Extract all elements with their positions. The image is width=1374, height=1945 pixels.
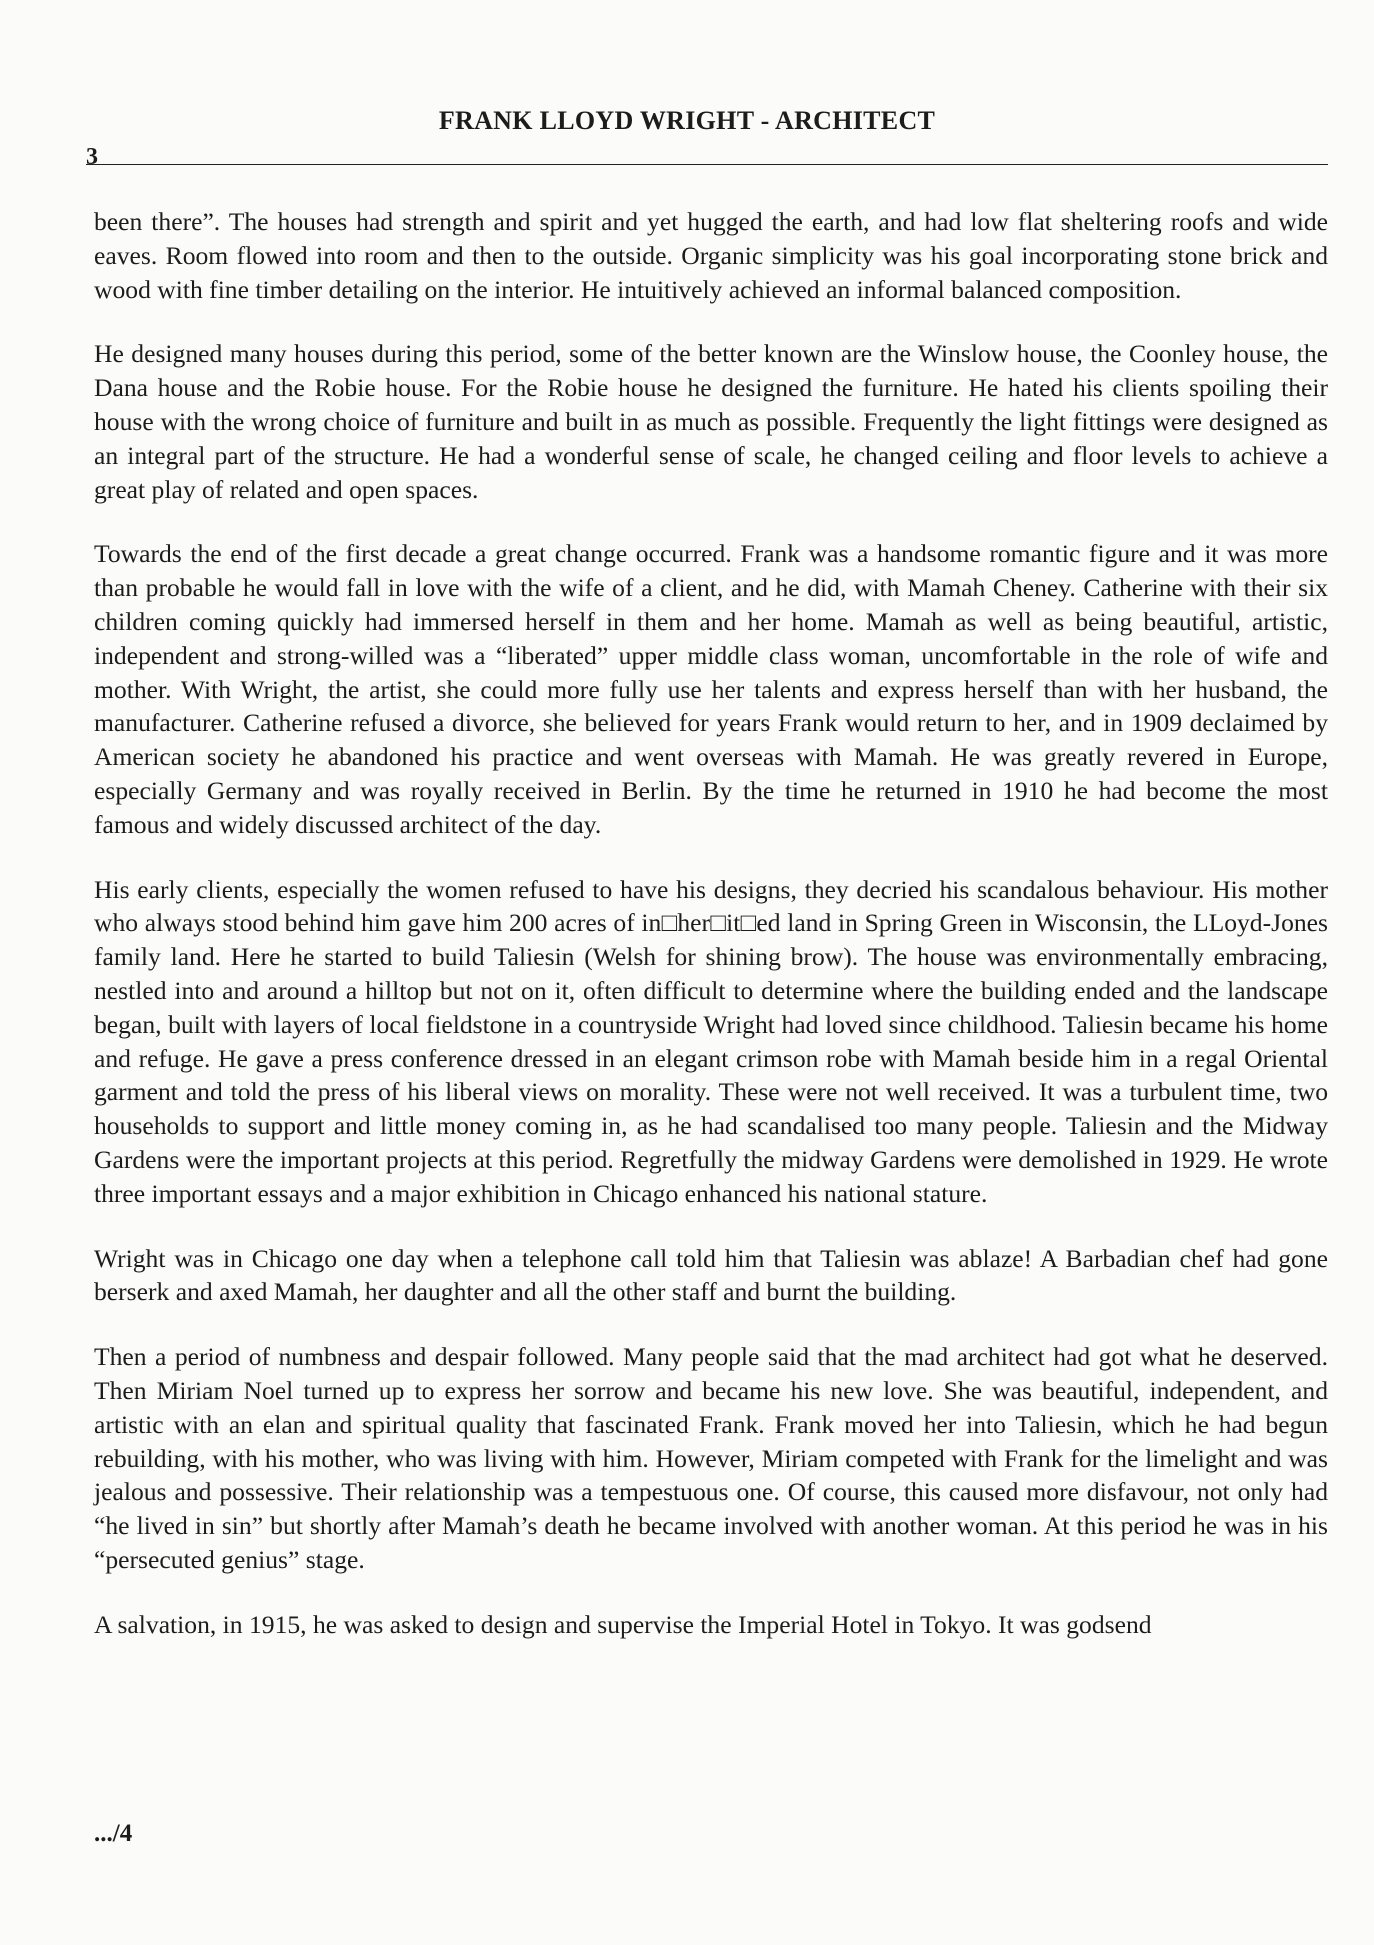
page-title: FRANK LLOYD WRIGHT - ARCHITECT (438, 106, 936, 135)
paragraph: His early clients, especially the women refused to have his designs, they decried his scandalous behaviour. His mother who always stood behind him gave him 200 acres of in□her□it□ed land in Spring Green in Wisconsin, the LLoyd-Jones family land. Here he started to build Taliesin (Welsh for shining brow). The house was environmentally embracing, nestled into and around a hilltop but not on it, often difficult to determine where the building ended and the landscape began, built with layers of local fieldstone in a countryside Wright had loved since childhood. Taliesin became his home and refuge. He gave a press conference dressed in an elegant crimson robe with Mamah beside him in a regal Oriental garment and told the press of his liberal views on morality. These were not well received. It was a turbulent time, two households to support and little money coming in, as he had scandalised too many people. Taliesin and the Midway Gardens were the important projects at this period. Regretfully the midway Gardens were demolished in 1929. He wrote three important essays and a major exhibition in Chicago enhanced his national stature. (94, 874, 1328, 1208)
header-rule (86, 164, 1328, 165)
continued-marker: .../4 (94, 1820, 133, 1847)
paragraph: Towards the end of the first decade a great change occurred. Frank was a handsome romantic figure and it was more than probable he would fall in love with the wife of a client, and he did, with Mamah Cheney. Catherine with their six children coming quickly had immersed herself in them and her home. Mamah as well as being beautiful, artistic, independent and strong-willed was a “liberated” upper middle class woman, uncomfortable in the role of wife and mother. With Wright, the artist, she could more fully use her talents and express herself than with her husband, the manufacturer. Catherine refused a divorce, she believed for years Frank would return to her, and in 1909 declaimed by American society he abandoned his practice and went overseas with Mamah. He was greatly revered in Europe, especially Germany and was royally received in Berlin. By the time he returned in 1910 he had become the most famous and widely discussed architect of the day. (94, 539, 1328, 839)
paragraph: A salvation, in 1915, he was asked to design and supervise the Imperial Hotel in Tokyo. It was godsend (94, 1609, 1152, 1639)
page-number: 3 (86, 144, 98, 170)
paragraph: He designed many houses during this period, some of the better known are the Winslow house, the Coonley house, the Dana house and the Robie house. For the Robie house he designed the furniture. He hated his clients spoiling their house with the wrong choice of furniture and built in as much as possible. Frequently the light fittings were designed as an integral part of the structure. He had a wonderful sense of scale, he changed ceiling and floor levels to achieve a great play of related and open spaces. (94, 339, 1328, 504)
paragraph: been there”. The houses had strength and spirit and yet hugged the earth, and had low flat sheltering roofs and wide eaves. Room flowed into room and then to the outside. Organic simplicity was his goal incorporating stone brick and wood with fine timber detailing on the interior. He intuitively achieved an informal balanced composition. (94, 207, 1328, 304)
paragraph: Then a period of numbness and despair followed. Many people said that the mad architect had got what he deserved. Then Miriam Noel turned up to express her sorrow and became his new love. She was beautiful, independent, and artistic with an elan and spiritual quality that fascinated Frank. Frank moved her into Taliesin, which he had begun rebuilding, with his mother, who was living with him. However, Miriam competed with Frank for the limelight and was jealous and possessive. Their relationship was a tempestuous one. Of course, this caused more disfavour, not only had “he lived in sin” but shortly after Mamah’s death he became involved with another woman. At this period he was in his “persecuted genius” stage. (94, 1342, 1328, 1574)
body-text (94, 205, 1328, 1641)
paragraph: Wright was in Chicago one day when a telephone call told him that Taliesin was ablaze! A Barbadian chef had gone berserk and axed Mamah, her daughter and all the other staff and burnt the building. (94, 1243, 1328, 1307)
